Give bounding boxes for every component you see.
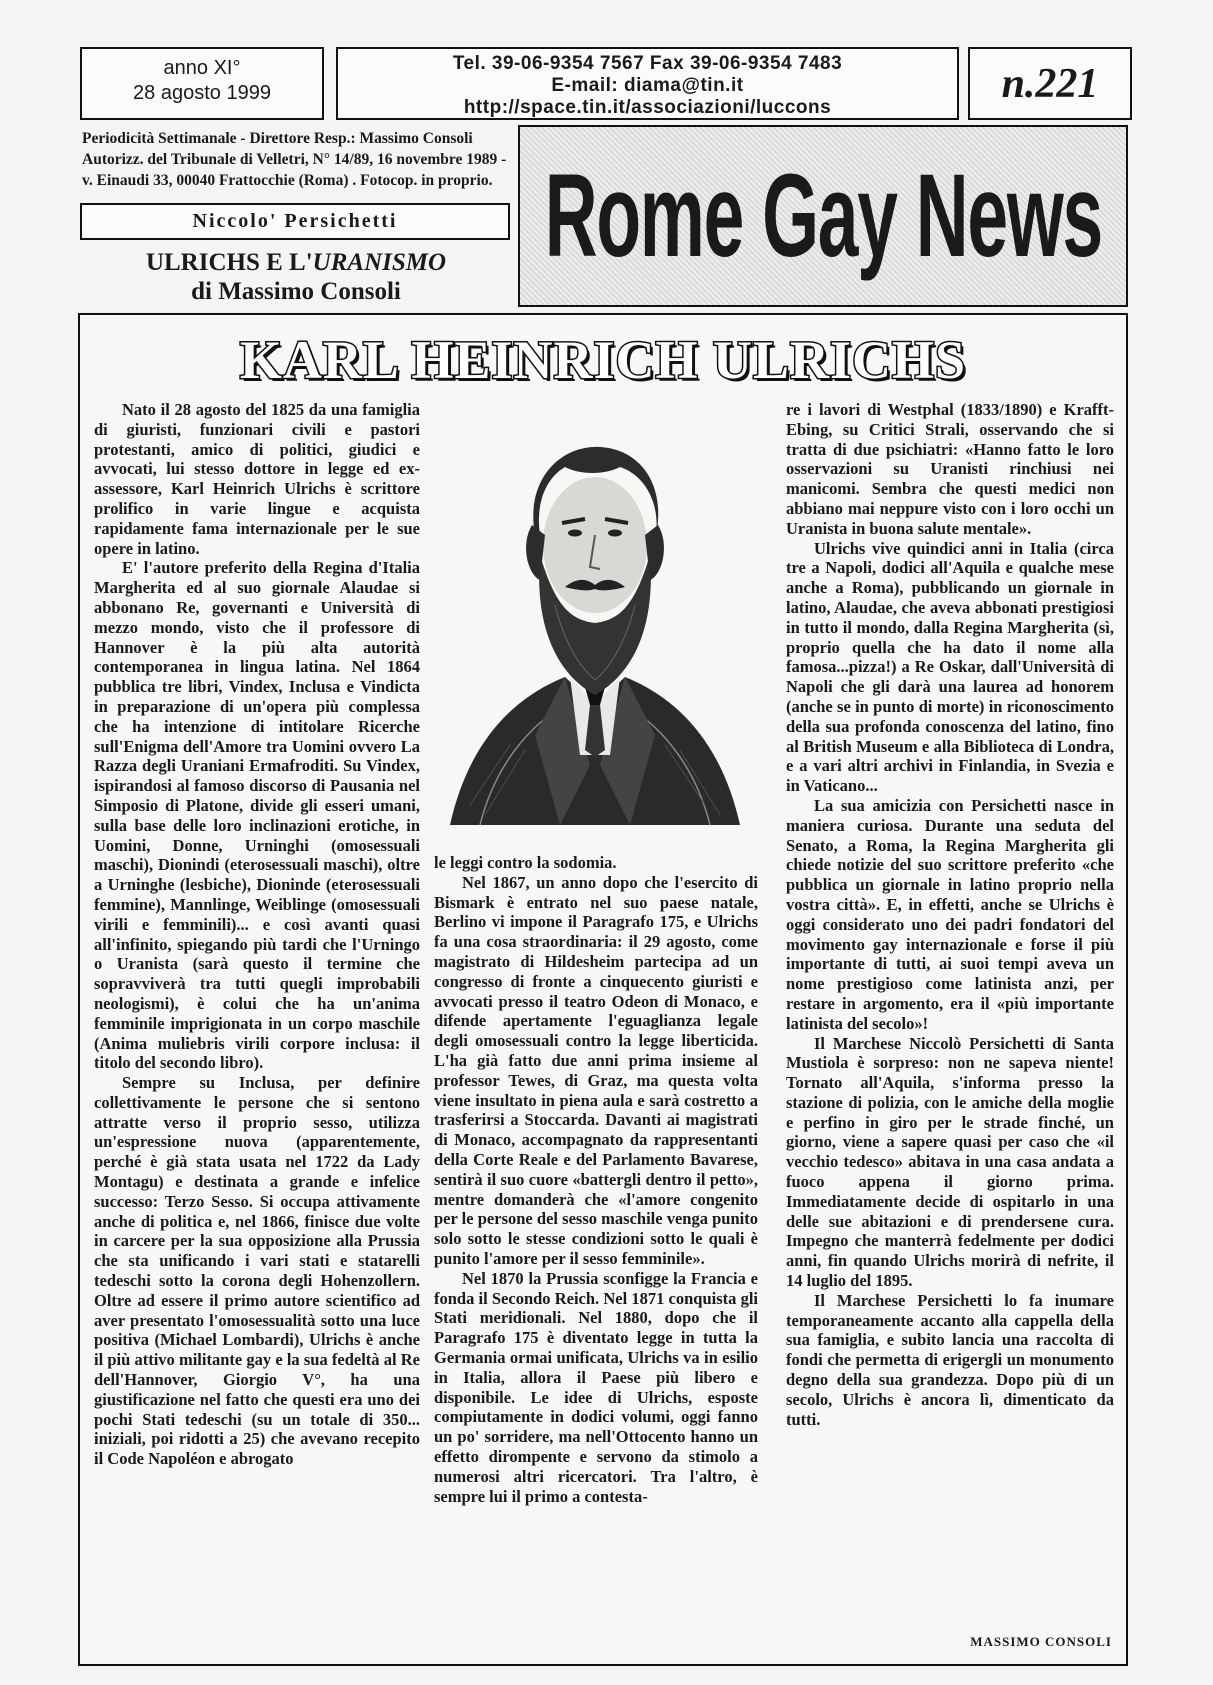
issue-number: n.221 [1001, 60, 1099, 107]
info-line: Autorizz. del Tribunale di Velletri, N° 14/89, 16 novembre 1989 - [82, 151, 507, 168]
date-box [80, 47, 324, 120]
paragraph: re i lavori di Westphal (1833/1890) e Krafft-Ebing, su Critici Strali, osservando che si tratta di due psichiatri: «Hanno fatto le loro osservazioni su Uranisti rinchiusi nei manicomi. Sembra che questi medici non abbiano mai neppure visto con i loro occhi un Uranista in buona salute mentale». [786, 400, 1114, 538]
article-column-2 [434, 853, 758, 1506]
article-column-3 [786, 400, 1114, 1429]
email: E-mail: diama@tin.it [551, 75, 744, 96]
paragraph: Ulrichs vive quindici anni in Italia (circa tre a Napoli, dodici all'Aquila e qualche mese anche a Roma), pubblicando un giornale in latino, Alaudae, che aveva abbonati prestigiosi in tutto il mondo, dalla Regina Margherita (sì, proprio quella che ha dato il nome alla famosa...pizza!) a Re Oskar, dall'Università di Napoli che gli darà una laurea ad honorem (anche se in punto di morte) in riconoscimento della sua profonda conoscenza del latino, fino al British Museum e alla Biblioteca di Londra, e a vari altri archivi in Finlandia, in Svezia e in Vaticano... [786, 538, 1114, 796]
paragraph: Nato il 28 agosto del 1825 da una famiglia di giuristi, funzionari civili e pastori protestanti, amico di politici, giudici e avvocati, lui stesso dottore in legge ed ex-assessore, Karl Heinrich Ulrichs è scrittore prolifico in varie lingue e acquista rapidamente fama internazionale per le sue opere in latino. [94, 400, 420, 558]
article-column-1 [94, 400, 420, 1469]
masthead-title: Rome Gay News [544, 150, 1102, 282]
publication-info [82, 128, 512, 191]
paragraph: Il Marchese Persichetti lo fa inumare temporaneamente accanto alla cappella della sua famiglia, e subito lancia una raccolta di fondi che permetta di erigergli un monumento degno della sua grandezza. Dopo più di un secolo, Ulrichs è ancora lì, dimenticato da tutti. [786, 1290, 1114, 1429]
section-name-box [80, 203, 510, 240]
subtitle-text: ULRICHS E L' [145, 249, 313, 276]
article [78, 313, 1128, 1666]
paragraph: La sua amicizia con Persichetti nasce in maniera curiosa. Durante una seduta del Senato, a Roma, la Regina Margherita gli chiede notizie del suo scrittore preferito «che pubblica un giornale in latino proprio nella vostra città». E, in effetti, anche se Ulrichs è oggi considerato uno dei padri fondatori del movimento gay internazionale e forse il più importante di tutti, ai suoi tempi aveva un nome prestigioso come latinista anzi, per restare in argomento, era il «più importante latinista del secolo»! [786, 795, 1114, 1033]
paragraph: Nel 1870 la Prussia sconfigge la Francia e fonda il Secondo Reich. Nel 1871 conquista gli Stati meridionali. Nel 1880, dopo che il Paragrafo 175 è diventato legge in tutta la Germania ormai unificata, Ulrichs va in esilio in Italia, allora il Paese più libero e disponibile. Le idee di Ulrichs, esposte compiutamente in dodici volumi, oggi fanno un po' sorridere, ma nell'Ottocento hanno un effetto dirompente e servono da stimolo a numerosi altri ricercatori. Tra l'altro, è sempre lui il primo a contesta- [434, 1268, 758, 1506]
paragraph: Sempre su Inclusa, per definire collettivamente le persone che si sentono attratte verso il proprio sesso, utilizza un'espressione nuova (apparentemente, perché è già stata usata nel 1722 da Lady Montagu) e destinata a grande e infelice successo: Terzo Sesso. Si occupa attivamente anche di politica e, nel 1866, finisce due volte in carcere per la sua opposizione alla Prussia che sta unificando i vari stati e statarelli tedeschi sotto la corona degli Hohenzollern. Oltre ad essere il primo autore scientifico ad aver presentato l'omosessualità sotto una luce positiva (Michael Lombardi), Ulrichs è anche il più attivo militante gay e la sua fedeltà al Re dell'Hannover, Giorgio V°, ha una giustificazione nel fatto che questi era uno dei pochi Stati tedeschi (su un totale di 350... iniziali, poi ridotti a 25) che avevano recepito il Code Napoléon e abrogato [94, 1073, 420, 1469]
portrait-illustration [440, 405, 750, 845]
info-line: v. Einaudi 33, 00040 Frattocchie (Roma) . Fotocop. in proprio. [82, 172, 493, 189]
issue-date: 28 agosto 1999 [133, 82, 271, 104]
paragraph: Nel 1867, un anno dopo che l'esercito di Bismark è entrato nel suo paese natale, Berlino vi impone il Paragrafo 175, e Ulrichs fa una cosa straordinaria: il 29 agosto, come magistrato di Hildesheim partecipa ad un congresso di fronte a cinquecento giuristi e avvocati presso il teatro Odeon di Monaco, e difende apertamente l'eguaglianza legale degli omosessuali contro la legge liberticida. L'ha già fatto due anni prima insieme al professor Tewes, di Graz, ma questa volta viene insultato in piena aula e sarà costretto a trasferirsi a Stoccarda. Davanti ai magistrati di Monaco, accompagnato da rappresentanti della Corte Reale e del Parlamento Bavarese, sentirà il suo cuore «battergli dentro il petto», mentre domanderà che «l'amore congenito per le persone del sesso maschile venga punito solo sotto le stesse condizioni sotto le quali è punito l'amore per il sesso femminile». [434, 872, 758, 1268]
paragraph: Il Marchese Niccolò Persichetti di Santa Mustiola è sorpreso: non ne sapeva niente! Tornato all'Aquila, s'informa presso la stazione di polizia, con le amiche della moglie e perfino in giro per le strade finché, un giorno, viene a sapere quasi per caso che «il vecchio tedesco» abitava in una casa andata a fuoco appena il giorno prima. Immediatamente decide di ospitarlo in una delle sue abitazioni e di prendersene cura. Impegno che manterrà fedelmente per dodici anni, fin quando Ulrichs morirà di nefrite, il 14 luglio del 1895. [786, 1033, 1114, 1291]
author-signature: MASSIMO CONSOLI [970, 1634, 1112, 1649]
paragraph: le leggi contro la sodomia. [434, 853, 617, 872]
contact-box [336, 47, 959, 120]
issue-number-box [968, 47, 1132, 120]
feature-subtitle [82, 248, 510, 306]
masthead [518, 125, 1128, 307]
info-line: Periodicità Settimanale - Direttore Resp.: Massimo Consoli [82, 130, 473, 147]
anno-label: anno XI° [163, 57, 241, 79]
subtitle-author: di Massimo Consoli [191, 278, 401, 305]
paragraph: E' l'autore preferito della Regina d'Italia Margherita ed al suo giornale Alaudae si abbonano Re, governanti e Università di mezzo mondo, visto che il professore di Hannover è la più alta autorità contemporanea in lingua latina. Nel 1864 pubblica tre libri, Vindex, Inclusa e Vindicta in preparazione di un'opera più complessa che ha intenzione di intitolare Ricerche sull'Enigma dell'Amore tra Uomini ovvero La Razza degli Uraniani Ermafroditi. Su Vindex, ispirandosi al famoso discorso di Pausania nel Simposio di Platone, divide gli esseri umani, sulla base delle loro inclinazioni erotiche, in Uomini, Donne, Urninghi (omosessuali maschi), Dionindi (eterosessuali maschi), oltre a Urninghe (lesbiche), Dioninde (eterosessuali femmine), Mannlinge, Weiblinge (omosessuali virili e femminili)... e così avanti quasi all'infinito, spiegando più tardi che l'Urningo o Uranista (sarà questo il termine che sopravviverà tra tutti quegli improbabili neologismi), è colui che ha un'anima femminile imprigionata in un corpo maschile (Anima muliebris virili corpore inclusa: il titolo del secondo libro). [94, 558, 420, 1073]
article-headline: KARL HEINRICH ULRICHS [239, 330, 967, 390]
subtitle-italic: URANISMO [312, 249, 447, 276]
section-name: Niccolo' Persichetti [192, 210, 398, 232]
website-url: http://space.tin.it/associazioni/luccons [463, 97, 832, 118]
tel-fax: Tel. 39-06-9354 7567 Fax 39-06-9354 7483 [452, 53, 843, 74]
